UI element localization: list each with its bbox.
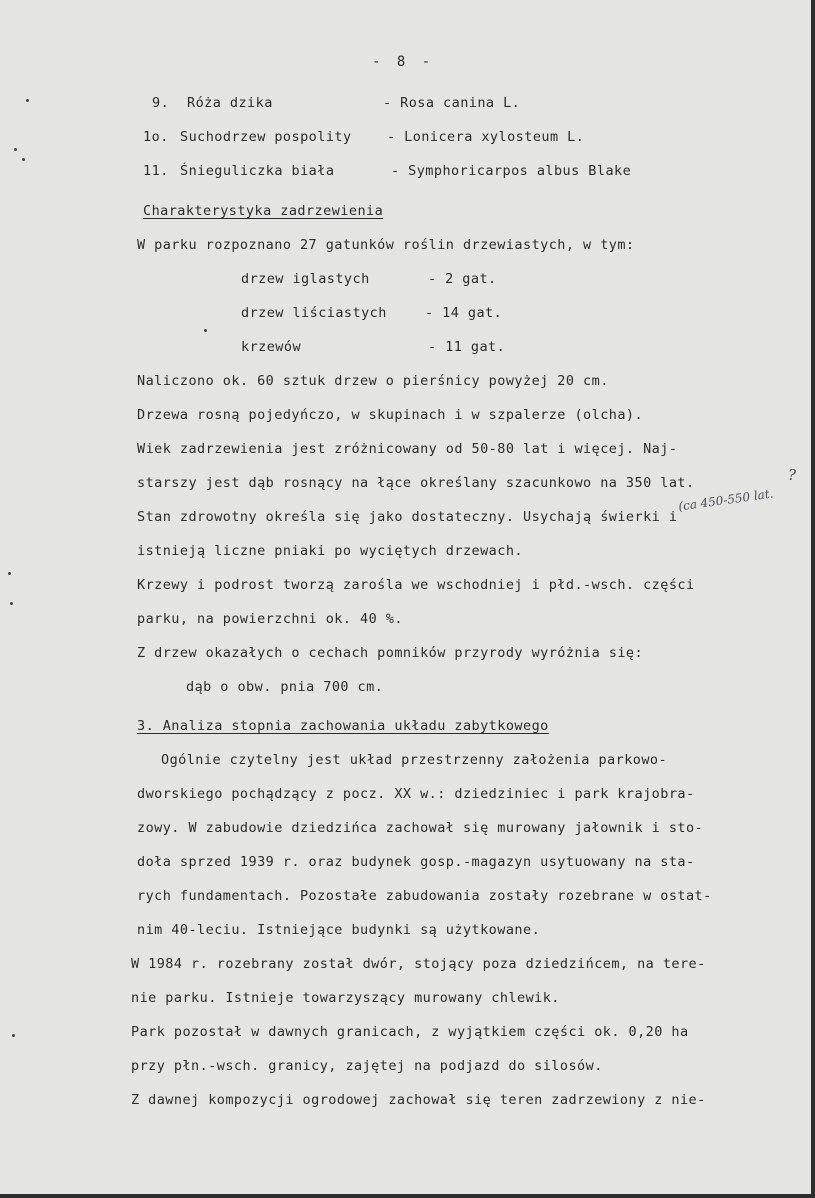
s3-line-3: zowy. W zabudowie dziedzińca zachował się murowany jałownik i sto- [137,820,704,836]
tree-line-1: Naliczono ok. 60 sztuk drzew o pierśnicy powyżej 20 cm. [137,373,609,389]
species-11-polish: Śnieguliczka biała [180,163,335,179]
s3-line-4: doła sprzed 1939 r. oraz budynek gosp.-magazyn usytuowany na sta- [137,854,695,870]
tree-line-3: Wiek zadrzewienia jest zróżnicowany od 50-80 lat i więcej. Naj- [137,441,678,457]
handwritten-question-mark: ? [788,466,797,484]
species-10-polish: Suchodrzew pospolity [180,129,352,145]
s3-line-10: przy płn.-wsch. granicy, zajętej na podjazd do silosów. [131,1058,603,1074]
tree-line-6: istnieją liczne pniaki po wyciętych drzewach. [137,543,523,559]
scan-speck [10,602,13,605]
tree-line-5: Stan zdrowotny określa się jako dostateczny. Usychają świerki i [137,509,678,525]
species-9-latin: - Rosa canina L. [383,95,521,111]
scan-speck [22,158,25,161]
section-heading-3: 3. Analiza stopnia zachowania układu zabytkowego [137,718,549,734]
category-label-deciduous: drzew liściastych [241,305,387,321]
s3-line-8: nie parku. Istnieje towarzyszący murowany chlewik. [131,990,560,1006]
scan-speck [204,329,207,332]
s3-line-11: Z dawnej kompozycji ogrodowej zachował się teren zadrzewiony z nie- [131,1092,706,1108]
s3-line-7: W 1984 r. rozebrany został dwór, stojący poza dziedzińcem, na tere- [131,956,706,972]
s3-line-5: rych fundamentach. Pozostałe zabudowania zostały rozebrane w ostat- [137,888,712,904]
monument-tree: dąb o obw. pnia 700 cm. [186,679,384,695]
s3-line-1: Ogólnie czytelny jest układ przestrzenny założenia parkowo- [161,752,668,768]
category-value-deciduous: - 14 gat. [425,305,503,321]
species-10-number: 1o. [143,129,169,145]
category-value-coniferous: - 2 gat. [428,271,497,287]
tree-intro: W parku rozpoznano 27 gatunków roślin drzewiastych, w tym: [137,237,635,253]
category-label-coniferous: drzew iglastych [241,271,370,287]
species-11-latin: - Symphoricarpos albus Blake [391,163,632,179]
scan-speck [12,1034,15,1037]
species-11-number: 11. [143,163,169,179]
category-label-shrubs: krzewów [241,339,302,355]
tree-line-2: Drzewa rosną pojedyńczo, w skupinach i w szpalerze (olcha). [137,407,644,423]
category-value-shrubs: - 11 gat. [428,339,506,355]
species-9-polish: Róża dzika [187,95,273,111]
tree-line-4: starszy jest dąb rosnący na łące określany szacunkowo na 350 lat. [137,475,695,491]
scan-speck [14,148,17,151]
page-number: - 8 - [372,54,435,70]
scan-speck [8,572,11,575]
tree-line-7: Krzewy i podrost tworzą zarośla we wschodniej i płd.-wsch. części [137,577,695,593]
species-9-number: 9. [152,95,170,111]
tree-line-8: parku, na powierzchni ok. 40 %. [137,611,403,627]
s3-line-2: dworskiego pochądzący z pocz. XX w.: dziedziniec i park krajobra- [137,786,695,802]
tree-line-9: Z drzew okazałych o cechach pomników przyrody wyróżnia się: [137,645,644,661]
section-heading-tree: Charakterystyka zadrzewienia [143,203,384,219]
s3-line-6: nim 40-leciu. Istniejące budynki są użytkowane. [137,922,541,938]
species-10-latin: - Lonicera xylosteum L. [387,129,585,145]
scan-speck [26,99,29,102]
handwritten-note: (ca 450-550 lat. [677,486,775,514]
s3-line-9: Park pozostał w dawnych granicach, z wyjątkiem części ok. 0,20 ha [131,1024,689,1040]
